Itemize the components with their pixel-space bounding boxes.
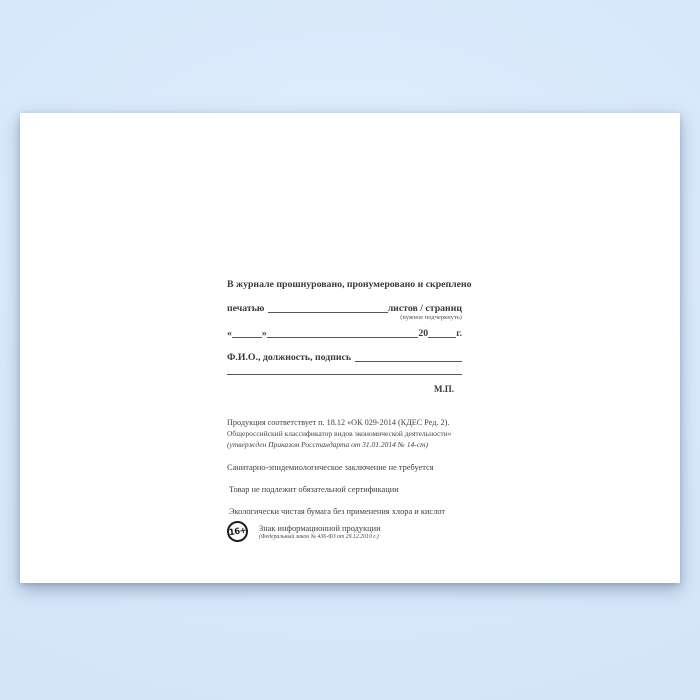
blank-line-year bbox=[428, 336, 456, 338]
compliance-line-2: Общероссийский классификатор видов экономической деятельности» bbox=[227, 429, 452, 438]
age-mark-text bbox=[259, 521, 381, 541]
date-row bbox=[227, 326, 462, 339]
blank-line bbox=[268, 311, 387, 313]
signature-label: Ф.И.О., должность, подпись bbox=[227, 352, 352, 363]
note-eco-paper: Экологически чистая бумага без применения хлора и кислот bbox=[229, 507, 446, 516]
age-mark-label: Знак информационной продукции bbox=[259, 524, 381, 533]
compliance-line-3: (утвержден Приказом Росстандарта от 31.01.2014 № 14-ст) bbox=[227, 440, 428, 449]
note-certification: Товар не подлежит обязательной сертификации bbox=[229, 485, 399, 494]
age-mark-row bbox=[227, 521, 462, 542]
compliance-paragraph bbox=[227, 417, 462, 450]
age-16-plus-icon: 16+ bbox=[226, 520, 250, 544]
seal-row bbox=[227, 301, 462, 314]
sheets-pages-label: листов / страниц bbox=[387, 303, 462, 314]
document-page bbox=[20, 113, 680, 583]
blank-line-full bbox=[227, 362, 462, 375]
age-mark-law: (Федеральный закон № 436-ФЗ от 29.12.2010 г.) bbox=[259, 534, 379, 540]
note-sanitary: Санитарно-эпидемиологическое заключение не требуется bbox=[227, 463, 434, 472]
blank-line-month bbox=[267, 336, 419, 338]
quote-close: » bbox=[261, 328, 267, 339]
page-content bbox=[227, 113, 472, 583]
year-prefix: 20 bbox=[418, 328, 429, 339]
blank-line-day bbox=[232, 336, 262, 338]
year-suffix: г. bbox=[456, 328, 462, 339]
sealed-label: печатью bbox=[227, 303, 265, 314]
seal-place-abbr: М.П. bbox=[434, 384, 454, 394]
compliance-line-1: Продукция соответствует п. 18.12 «ОК 029-2014 (КДЕС Ред. 2). bbox=[227, 418, 450, 427]
stitching-statement: В журнале прошнуровано, пронумеровано и скреплено bbox=[227, 279, 472, 290]
underline-note: (нужное подчеркнуть) bbox=[400, 314, 462, 321]
quote-open: « bbox=[227, 328, 232, 339]
